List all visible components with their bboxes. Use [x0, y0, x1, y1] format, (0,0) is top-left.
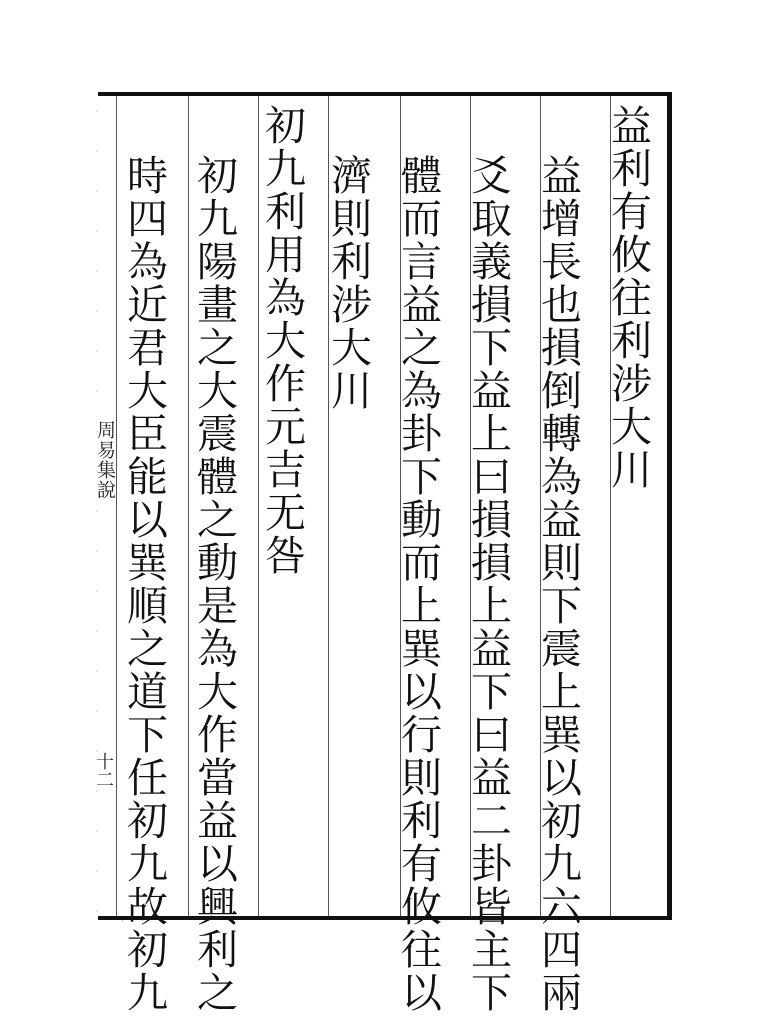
text-column-4: 體而言益之為卦下動而上巽以行則利有攸往以	[394, 154, 442, 1014]
text-column-5: 濟則利涉大川	[324, 154, 372, 412]
text-column-1: 益利有攸往利涉大川	[604, 104, 652, 491]
text-column-3: 爻取義損下益上曰損損上益下曰益二卦皆主下	[464, 154, 512, 1014]
text-column-8: 時四為近君大臣能以巽順之道下任初九故初九	[120, 154, 168, 1014]
text-column-7: 初九陽畫之大震體之動是為大作當益以興利之	[190, 154, 238, 1014]
column-rule	[188, 96, 189, 916]
folio-number: 十二	[93, 752, 114, 788]
column-rule	[116, 96, 117, 916]
text-column-2: 益增長也損倒轉為益則下震上巽以初九六四兩	[534, 154, 582, 1014]
running-title: 周易集說	[94, 420, 116, 500]
text-column-6: 初九利用為大作元吉无咎	[258, 104, 306, 577]
page-frame	[98, 92, 672, 920]
